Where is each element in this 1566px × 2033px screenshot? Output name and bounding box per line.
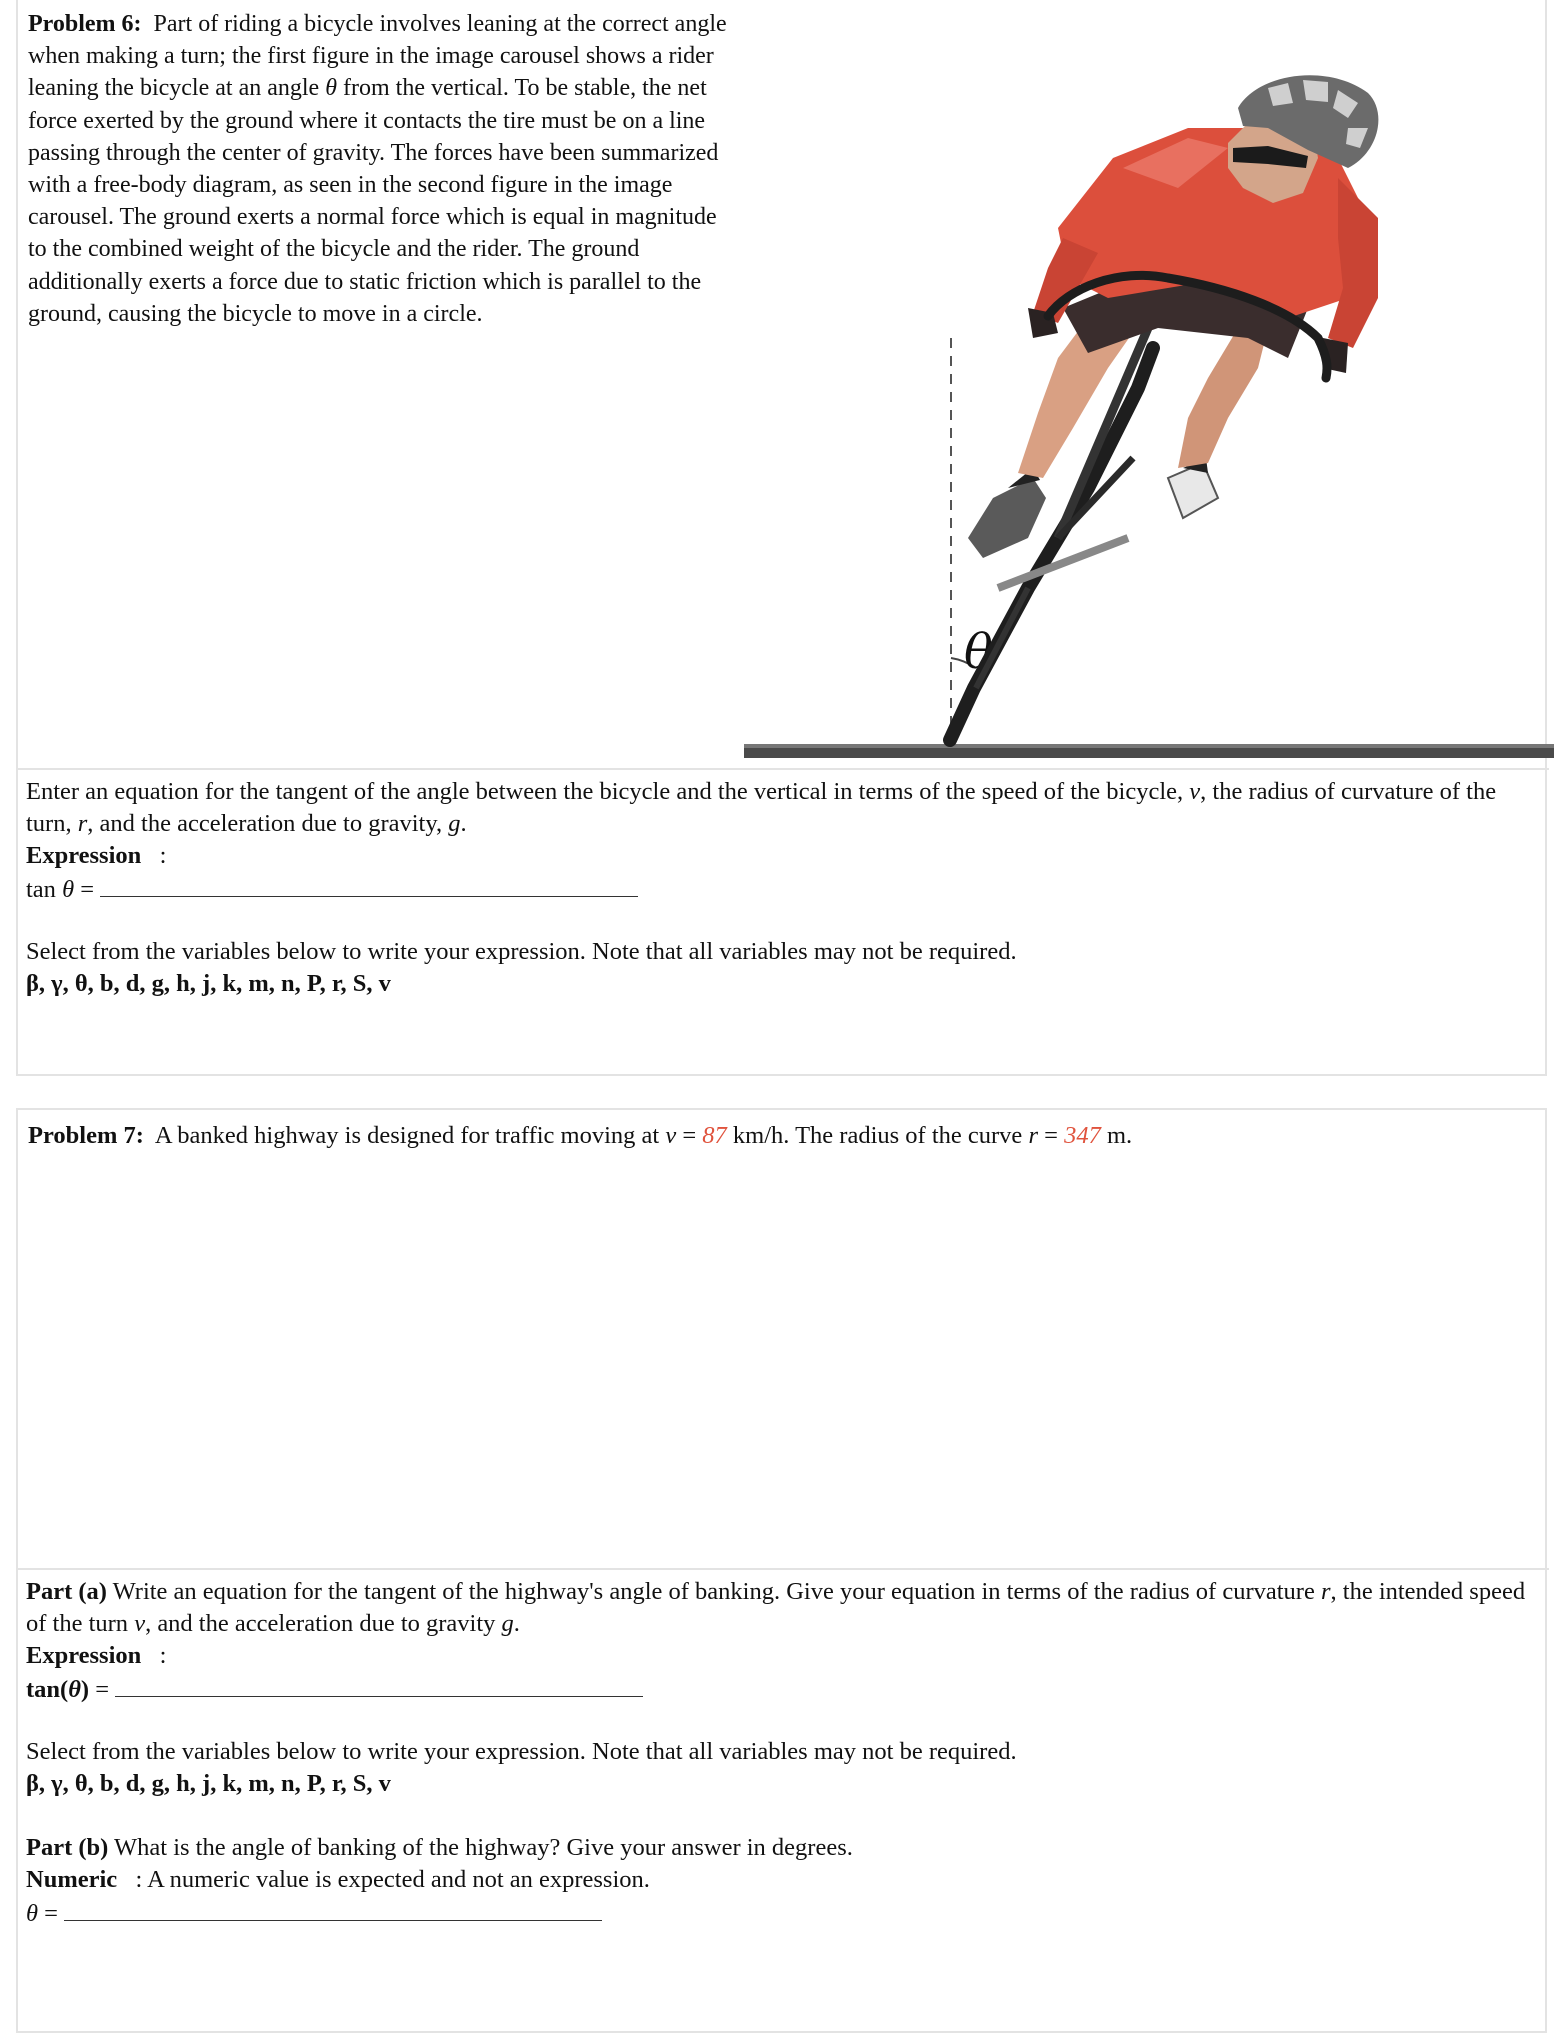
problem-6-label: Problem 6:	[28, 11, 142, 37]
problem-6-answer-row: tan θ =	[26, 872, 638, 906]
problem-7-divider	[18, 1568, 1549, 1570]
problem-7-panel	[16, 1108, 1547, 2033]
part-a-answer-input[interactable]	[115, 1672, 643, 1697]
part-a-question: Part (a) Write an equation for the tangent of the highway's angle of banking. Give your equation in terms of the radius of curvature r, the intended speed of the turn v, and the acceleration due to gravity g.	[26, 1578, 1526, 1637]
part-a-answer-row: tan(θ) =	[26, 1672, 643, 1706]
part-b-numeric-label: Numeric : A numeric value is expected and not an expression.	[26, 1866, 650, 1893]
bicycle-lean-figure	[728, 68, 1558, 758]
radius-value: 347	[1064, 1122, 1101, 1149]
problem-6-variables: β, γ, θ, b, d, g, h, j, k, m, n, P, r, S, v	[26, 970, 391, 997]
problem-6-select-note: Select from the variables below to write your expression. Note that all variables may not be required.	[26, 938, 1017, 965]
part-a-variables: β, γ, θ, b, d, g, h, j, k, m, n, P, r, S, v	[26, 1770, 391, 1797]
problem-7-intro: Problem 7: A banked highway is designed for traffic moving at v = 87 km/h. The radius of the curve r = 347 m.	[28, 1122, 1133, 1149]
part-a-select-note: Select from the variables below to write your expression. Note that all variables may not be required.	[26, 1738, 1017, 1765]
part-b-question: Part (b) What is the angle of banking of the highway? Give your answer in degrees.	[26, 1834, 853, 1861]
part-a-expression-label: Expression :	[26, 1642, 167, 1669]
problem-6-question: Enter an equation for the tangent of the angle between the bicycle and the vertical in terms of the speed of the bicycle, v, the radius of curvature of the turn, r, and the acceleration due to gravity, g.	[26, 778, 1497, 837]
part-b-answer-row: θ =	[26, 1896, 602, 1930]
part-b-answer-input[interactable]	[64, 1896, 602, 1921]
problem-6-intro: Problem 6: Part of riding a bicycle involves leaning at the correct angle when making a turn; the first figure in the image carousel shows a rider leaning the bicycle at an angle θ from the vertical. To be stable, the net force exerted by the ground where it contacts the tire must be on a line passing through the center of gravity. The forces have been summarized with a free-body diagram, as seen in the second figure in the image carousel. The ground exerts a normal force which is equal in magnitude to the combined weight of the bicycle and the rider. The ground additionally exerts a force due to static friction which is parallel to the ground, causing the bicycle to move in a circle.	[28, 11, 727, 327]
problem-6-divider	[18, 768, 1549, 770]
problem-6-answer-input[interactable]	[100, 872, 638, 897]
problem-6-panel	[16, 0, 1547, 1076]
speed-value: 87	[702, 1122, 727, 1149]
problem-7-label: Problem 7:	[28, 1122, 144, 1149]
problem-6-expression-label: Expression :	[26, 842, 167, 869]
figure-theta-label: θ	[964, 624, 993, 680]
